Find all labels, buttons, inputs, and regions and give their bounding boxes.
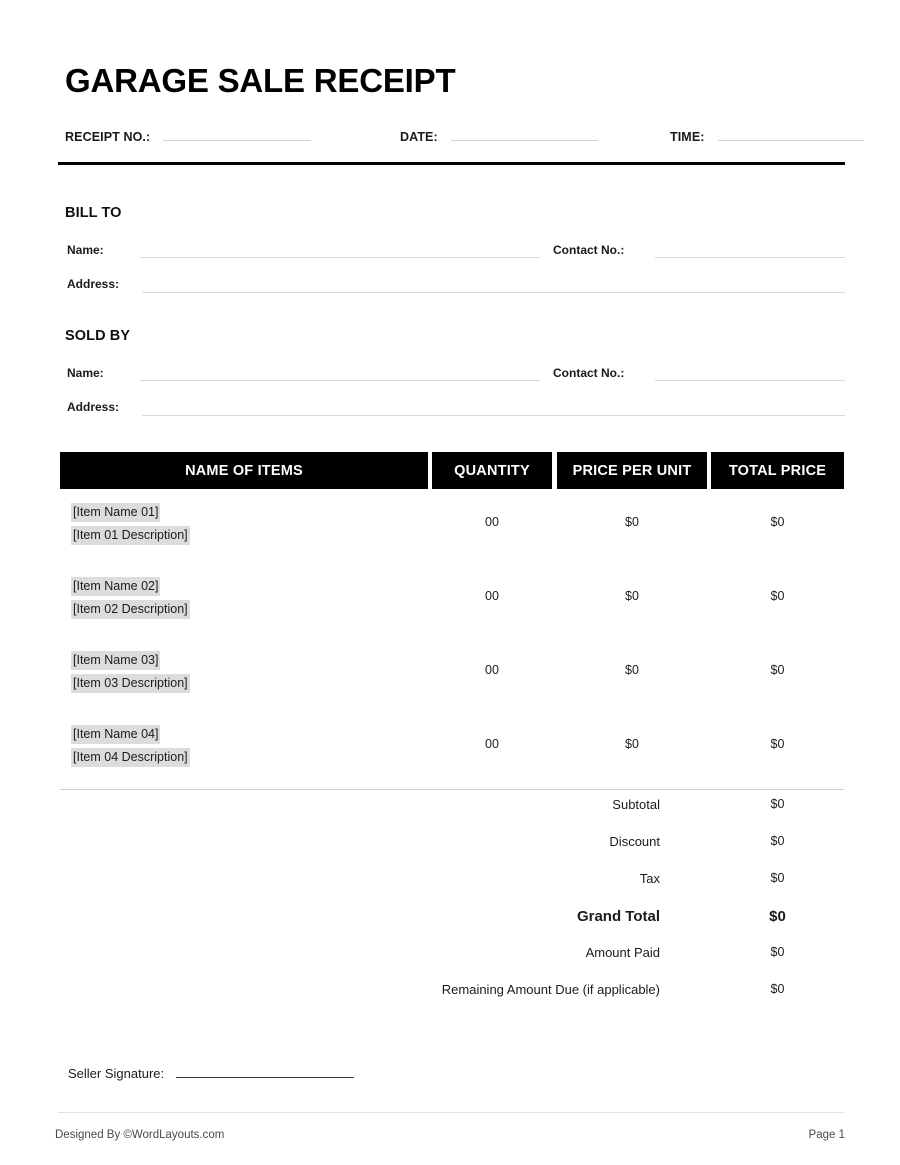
- item-description-placeholder[interactable]: [Item 01 Description]: [71, 526, 190, 545]
- time-input[interactable]: [718, 126, 864, 141]
- receipt-no-input[interactable]: [163, 126, 311, 141]
- item-name-placeholder[interactable]: [Item Name 02]: [71, 577, 160, 596]
- item-quantity-cell[interactable]: 00: [485, 515, 499, 529]
- item-description-placeholder[interactable]: [Item 02 Description]: [71, 600, 190, 619]
- totals-row-grand-total: [60, 906, 844, 943]
- column-header-total-price: TOTAL PRICE: [711, 452, 844, 489]
- sold-by-address-input[interactable]: [142, 415, 845, 416]
- items-table-body: [60, 489, 844, 785]
- totals-row-discount: [60, 832, 844, 869]
- item-name-cell[interactable]: [71, 503, 421, 549]
- seller-signature-input[interactable]: [176, 1063, 354, 1078]
- subtotal-value[interactable]: $0: [770, 797, 785, 811]
- column-header-price-per-unit: PRICE PER UNIT: [557, 452, 707, 489]
- seller-signature-field[interactable]: [68, 1063, 354, 1081]
- bill-to-name-input[interactable]: [140, 257, 540, 258]
- amount-paid-label: Amount Paid: [585, 945, 660, 960]
- date-label: DATE:: [400, 130, 438, 144]
- date-input[interactable]: [451, 126, 598, 141]
- time-field[interactable]: [670, 126, 864, 144]
- discount-value[interactable]: $0: [770, 834, 785, 848]
- item-price-per-unit-cell[interactable]: $0: [625, 663, 639, 677]
- footer-divider: [58, 1112, 845, 1113]
- sold-by-contact-label: Contact No.:: [553, 366, 625, 380]
- page-title: GARAGE SALE RECEIPT: [65, 62, 456, 99]
- items-table-header: [60, 452, 844, 489]
- item-total-price-cell[interactable]: $0: [770, 663, 785, 677]
- receipt-no-field[interactable]: [65, 126, 311, 144]
- item-description-placeholder[interactable]: [Item 04 Description]: [71, 748, 190, 767]
- item-total-price-cell[interactable]: $0: [770, 515, 785, 529]
- table-row[interactable]: [60, 563, 844, 637]
- date-field[interactable]: [400, 126, 598, 144]
- item-price-per-unit-cell[interactable]: $0: [625, 589, 639, 603]
- sold-by-name-input[interactable]: [140, 380, 540, 381]
- bill-to-address-input[interactable]: [142, 292, 845, 293]
- item-description-placeholder[interactable]: [Item 03 Description]: [71, 674, 190, 693]
- item-name-cell[interactable]: [71, 577, 421, 623]
- receipt-no-label: RECEIPT NO.:: [65, 130, 151, 144]
- table-row[interactable]: [60, 489, 844, 563]
- amount-paid-value[interactable]: $0: [770, 945, 785, 959]
- remaining-amount-due-label: Remaining Amount Due (if applicable): [441, 982, 660, 997]
- item-name-placeholder[interactable]: [Item Name 01]: [71, 503, 160, 522]
- remaining-amount-due-value[interactable]: $0: [770, 982, 785, 996]
- bill-to-heading: BILL TO: [65, 205, 122, 221]
- item-name-cell[interactable]: [71, 725, 421, 771]
- header-divider: [58, 162, 845, 165]
- grand-total-label: Grand Total: [576, 908, 660, 925]
- bill-to-contact-input[interactable]: [655, 257, 845, 258]
- bill-to-contact-label: Contact No.:: [553, 243, 625, 257]
- item-name-placeholder[interactable]: [Item Name 04]: [71, 725, 160, 744]
- footer-credit: Designed By ©WordLayouts.com: [55, 1129, 225, 1141]
- grand-total-value[interactable]: $0: [769, 908, 786, 925]
- sold-by-name-label: Name:: [67, 366, 104, 380]
- totals-section: [60, 795, 844, 1017]
- totals-row-remaining-due: [60, 980, 844, 1017]
- item-price-per-unit-cell[interactable]: $0: [625, 515, 639, 529]
- tax-label: Tax: [639, 871, 660, 886]
- totals-row-subtotal: [60, 795, 844, 832]
- item-quantity-cell[interactable]: 00: [485, 663, 499, 677]
- bill-to-name-label: Name:: [67, 243, 104, 257]
- table-bottom-divider: [60, 789, 844, 790]
- footer-page-number: Page 1: [808, 1129, 845, 1141]
- column-header-quantity: QUANTITY: [432, 452, 552, 489]
- sold-by-address-label: Address:: [67, 400, 120, 414]
- totals-row-amount-paid: [60, 943, 844, 980]
- column-header-name-of-items: NAME OF ITEMS: [60, 452, 428, 489]
- item-quantity-cell[interactable]: 00: [485, 589, 499, 603]
- totals-row-tax: [60, 869, 844, 906]
- receipt-meta-row: [65, 126, 845, 146]
- bill-to-address-label: Address:: [67, 277, 120, 291]
- item-name-cell[interactable]: [71, 651, 421, 697]
- tax-value[interactable]: $0: [770, 871, 785, 885]
- table-row[interactable]: [60, 711, 844, 785]
- item-total-price-cell[interactable]: $0: [770, 589, 785, 603]
- subtotal-label: Subtotal: [612, 797, 660, 812]
- discount-label: Discount: [609, 834, 660, 849]
- time-label: TIME:: [670, 130, 705, 144]
- item-name-placeholder[interactable]: [Item Name 03]: [71, 651, 160, 670]
- sold-by-contact-input[interactable]: [655, 380, 845, 381]
- item-price-per-unit-cell[interactable]: $0: [625, 737, 639, 751]
- item-total-price-cell[interactable]: $0: [770, 737, 785, 751]
- item-quantity-cell[interactable]: 00: [485, 737, 499, 751]
- sold-by-heading: SOLD BY: [65, 328, 131, 344]
- seller-signature-label: Seller Signature:: [68, 1066, 165, 1081]
- table-row[interactable]: [60, 637, 844, 711]
